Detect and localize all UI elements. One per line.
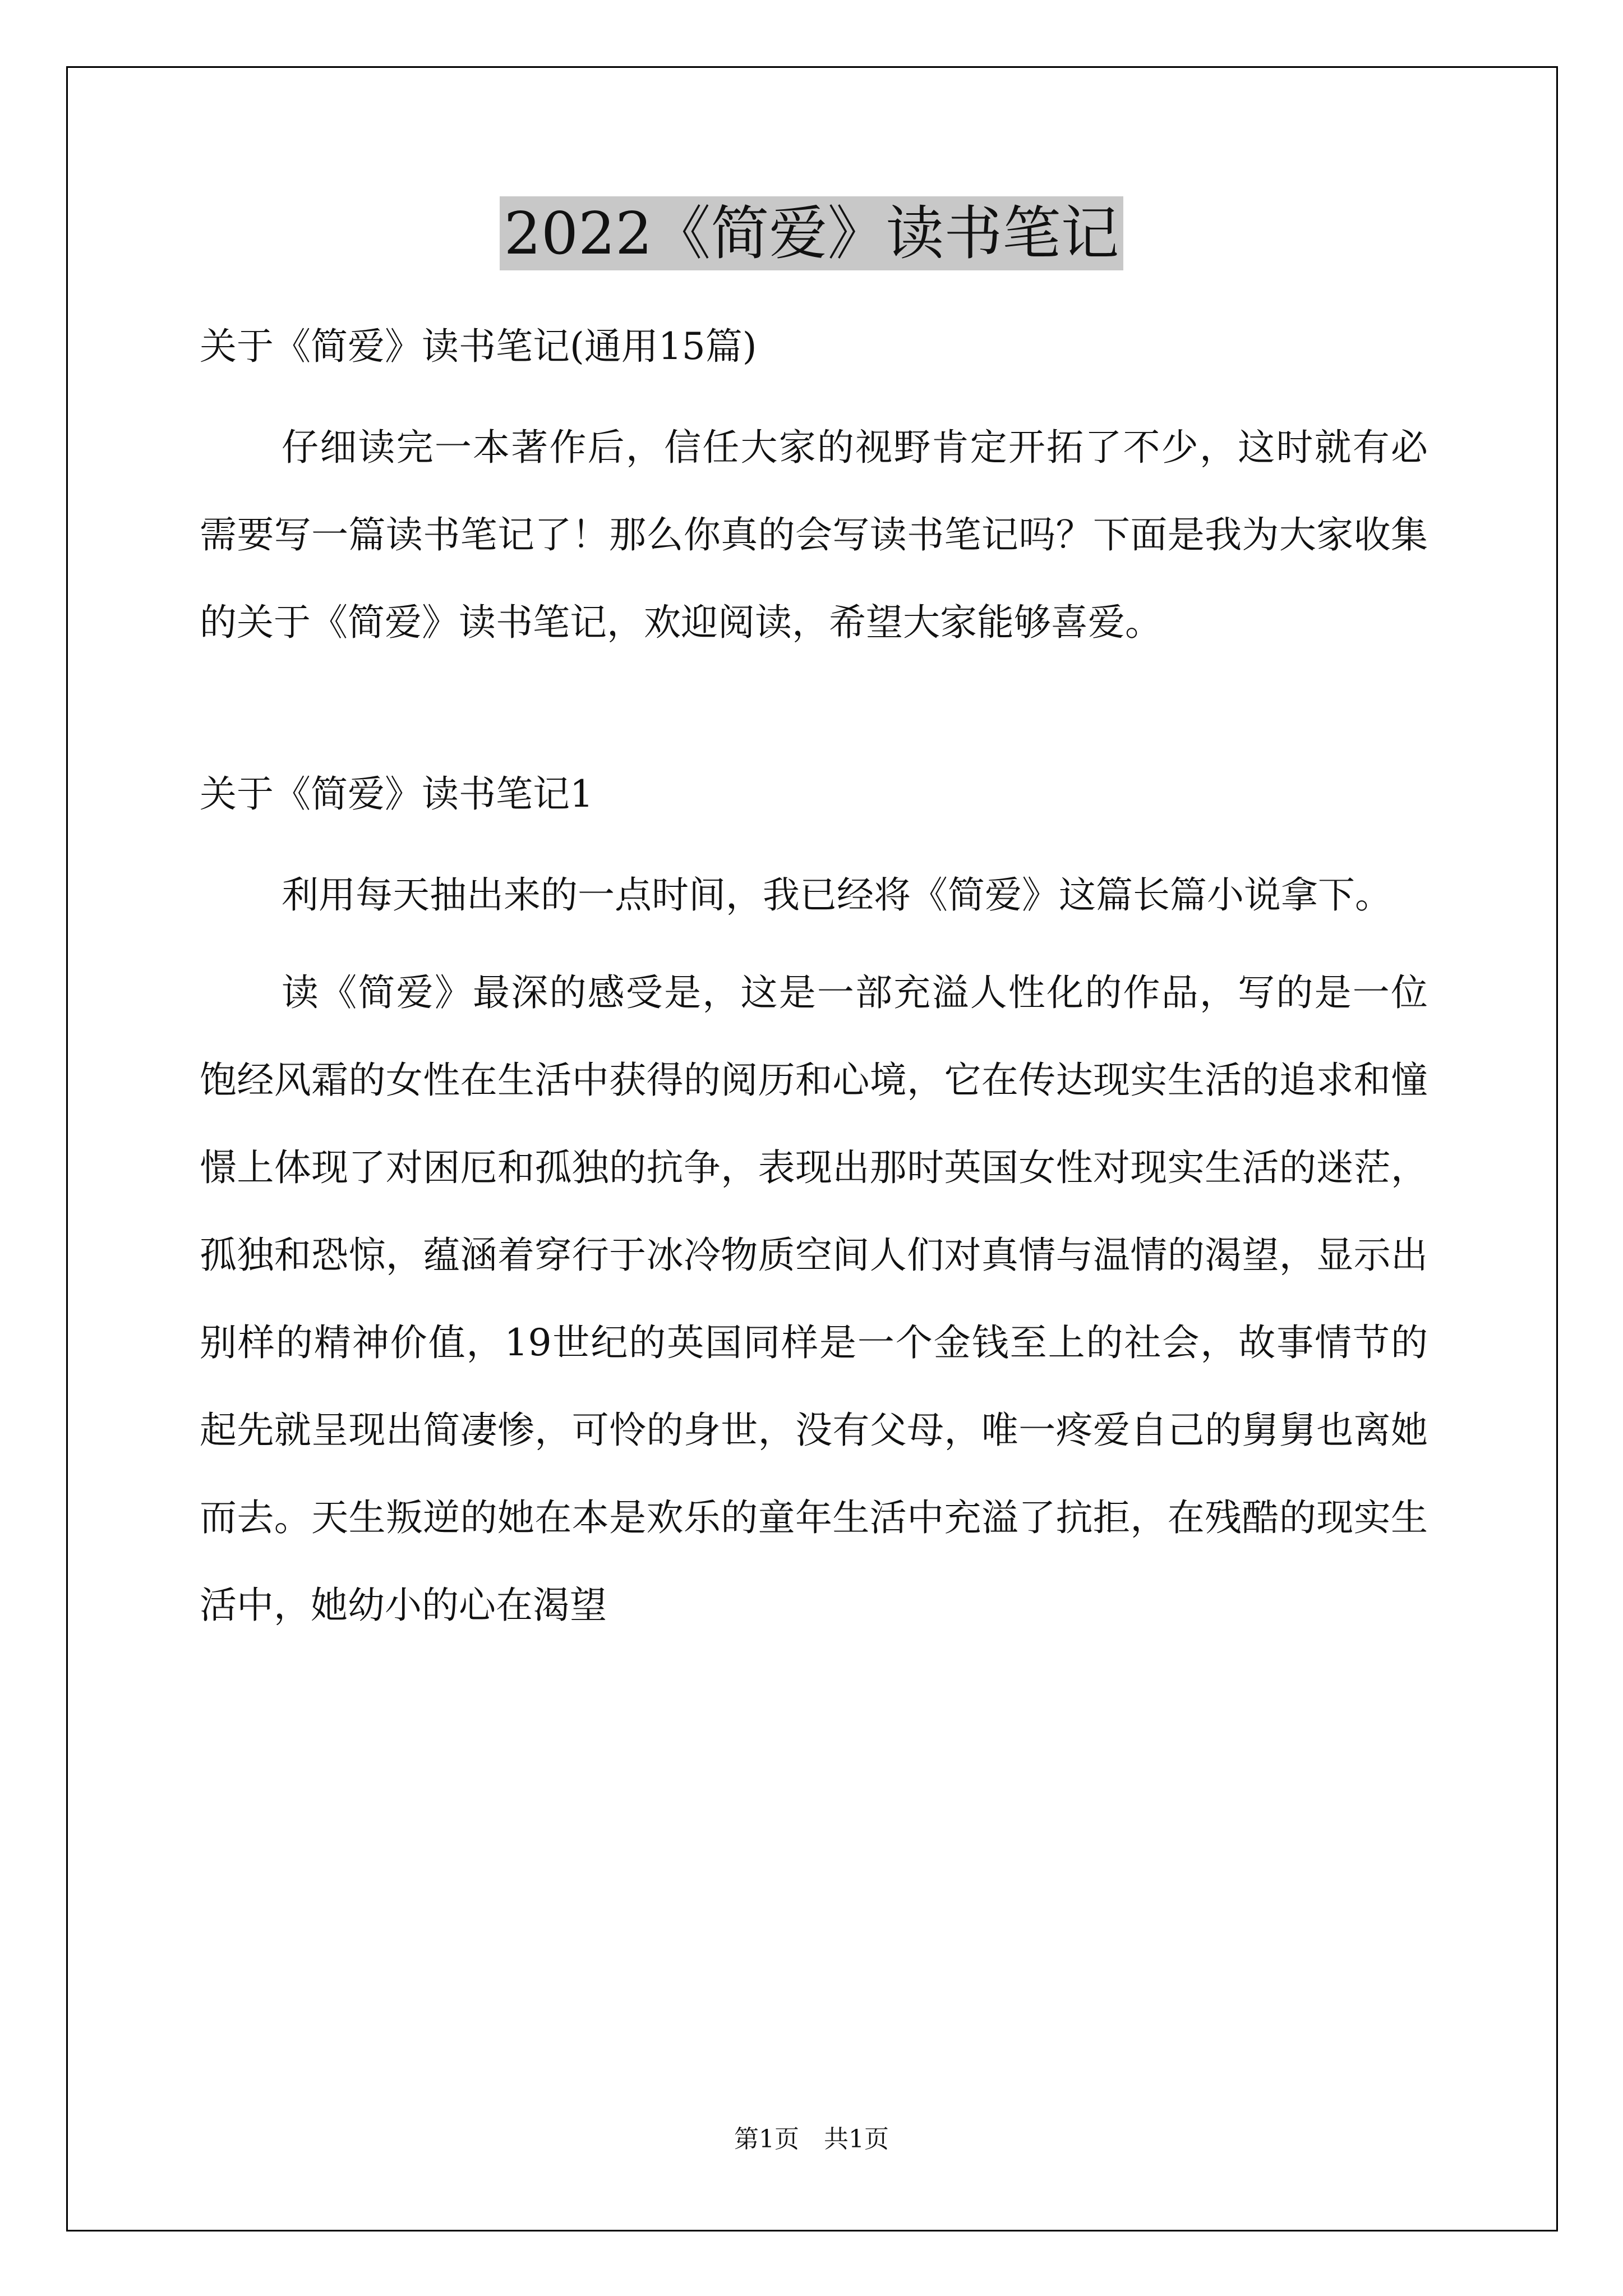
document-title-container <box>0 196 1623 270</box>
subtitle: 关于《简爱》读书笔记(通用15篇) <box>200 325 757 368</box>
section-heading: 关于《简爱》读书笔记1 <box>200 772 593 816</box>
page-footer: 第1页 共1页 <box>734 2125 889 2154</box>
document-title: 2022《简爱》读书笔记 <box>500 196 1124 270</box>
document-body <box>200 303 1428 1649</box>
intro-paragraph: 仔细读完一本著作后，信任大家的视野肯定开拓了不少，这时就有必需要写一篇读书笔记了！那么你真的会写读书笔记吗？下面是我为大家收集的关于《简爱》读书笔记，欢迎阅读，希望大家能够喜爱。 <box>200 426 1428 644</box>
body-paragraph-2: 读《简爱》最深的感受是，这是一部充溢人性化的作品，写的是一位饱经风霜的女性在生活中获得的阅历和心境，它在传达现实生活的追求和憧憬上体现了对困厄和孤独的抗争，表现出那时英国女性对现实生活的迷茫，孤独和恐惊，蕴涵着穿行于冰冷物质空间人们对真情与温情的渴望，显示出别样的精神价值，19世纪的英国同样是一个金钱至上的社会，故事情节的起先就呈现出简凄惨，可怜的身世，没有父母，唯一疼爱自己的舅舅也离她而去。天生叛逆的她在本是欢乐的童年生活中充溢了抗拒，在残酷的现实生活中，她幼小的心在渴望 <box>200 971 1428 1627</box>
body-paragraph-1: 利用每天抽出来的一点时间，我已经将《简爱》这篇长篇小说拿下。 <box>282 873 1392 917</box>
